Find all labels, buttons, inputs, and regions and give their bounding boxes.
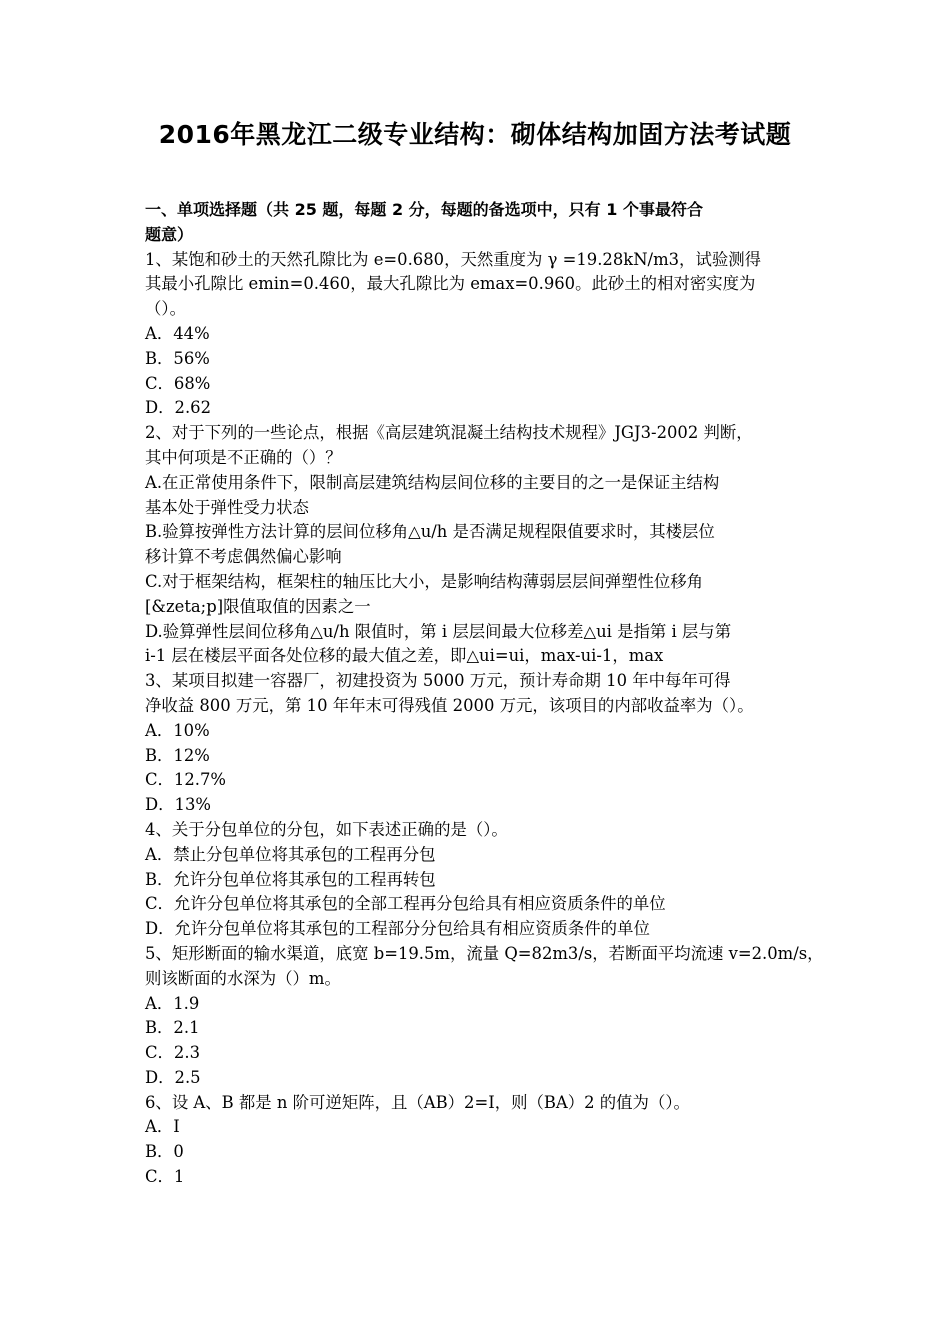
section-heading — [145, 198, 810, 248]
answer-option: D．13% — [145, 795, 211, 815]
answer-option: D．允许分包单位将其承包的工程部分分包给具有相应资质条件的单位 — [145, 919, 650, 939]
question-stem-line: 1、某饱和砂土的天然孔隙比为 e=0.680，天然重度为 γ =19.28kN/m3，试验测得 — [145, 249, 762, 269]
answer-option: C．2.3 — [145, 1043, 200, 1063]
answer-option: B.验算按弹性方法计算的层间位移角△u/h 是否满足规程限值要求时，其楼层位 — [145, 522, 715, 542]
question-stem-line: （）。 — [145, 299, 186, 319]
answer-option: C．1 — [145, 1167, 185, 1187]
answer-option: B．允许分包单位将其承包的工程再转包 — [145, 869, 436, 889]
answer-option: A．44% — [145, 323, 210, 343]
question-stem-line: 4、关于分包单位的分包，如下表述正确的是（）。 — [145, 819, 508, 839]
section-heading-line: 一、单项选择题（共 25 题，每题 2 分，每题的备选项中，只有 1 个事最符合 — [145, 200, 703, 219]
answer-option: D.验算弹性层间位移角△u/h 限值时，第 i 层层间最大位移差△ui 是指第 i 层与第 — [145, 621, 732, 641]
answer-option: 移计算不考虑偶然偏心影响 — [145, 547, 342, 567]
answer-option: A．禁止分包单位将其承包的工程再分包 — [145, 844, 436, 864]
answer-option: D．2.62 — [145, 398, 212, 418]
question-stem-line: 则该断面的水深为（）m。 — [145, 968, 341, 988]
question-stem-line: 3、某项目拟建一容器厂，初建投资为 5000 万元，预计寿命期 10 年中每年可得 — [145, 671, 731, 691]
question-stem-line: 净收益 800 万元，第 10 年年末可得残值 2000 万元，该项目的内部收益率为（）。 — [145, 695, 754, 715]
answer-option: i-1 层在楼层平面各处位移的最大值之差，即△ui=ui，max-ui-1，max — [145, 646, 664, 666]
answer-option: D．2.5 — [145, 1067, 201, 1087]
question-stem-line: 其最小孔隙比 emin=0.460，最大孔隙比为 emax=0.960。此砂土的相对密实度为 — [145, 274, 756, 294]
answer-option: C．允许分包单位将其承包的全部工程再分包给具有相应资质条件的单位 — [145, 894, 666, 914]
question-5 — [145, 942, 824, 1091]
answer-option: A.在正常使用条件下，限制高层建筑结构层间位移的主要目的之一是保证主结构 — [145, 472, 720, 492]
answer-option: B．0 — [145, 1142, 184, 1162]
question-stem-line: 2、对于下列的一些论点，根据《高层建筑混凝土结构技术规程》JGJ3-2002 判断， — [145, 423, 753, 443]
question-stem-line: 5、矩形断面的输水渠道，底宽 b=19.5m，流量 Q=82m3/s，若断面平均流速 v=2.0m/s， — [145, 943, 824, 963]
answer-option: A．10% — [145, 720, 210, 740]
answer-option: A．I — [145, 1117, 180, 1137]
question-3 — [145, 669, 810, 818]
exam-content — [145, 198, 824, 1190]
question-stem-line: 6、设 A、B 都是 n 阶可逆矩阵，且（AB）2=I，则（BA）2 的值为（）。 — [145, 1092, 690, 1112]
question-stem-line: 其中何项是不正确的（）？ — [145, 447, 342, 467]
answer-option: A．1.9 — [145, 993, 200, 1013]
answer-option: B．12% — [145, 745, 210, 765]
answer-option: B．2.1 — [145, 1018, 200, 1038]
question-2 — [145, 421, 810, 669]
question-6 — [145, 1091, 810, 1190]
page-title: 2016年黑龙江二级专业结构：砌体结构加固方法考试题 — [158, 120, 792, 149]
answer-option: 基本处于弹性受力状态 — [145, 497, 309, 517]
question-4 — [145, 818, 810, 942]
answer-option: C．12.7% — [145, 770, 227, 790]
question-1 — [145, 248, 810, 422]
answer-option: [&zeta;p]限值取值的因素之一 — [145, 596, 371, 616]
answer-option: C．68% — [145, 373, 211, 393]
answer-option: B．56% — [145, 348, 210, 368]
answer-option: C.对于框架结构，框架柱的轴压比大小，是影响结构薄弱层层间弹塑性位移角 — [145, 571, 704, 591]
section-heading-line: 题意） — [145, 224, 194, 244]
